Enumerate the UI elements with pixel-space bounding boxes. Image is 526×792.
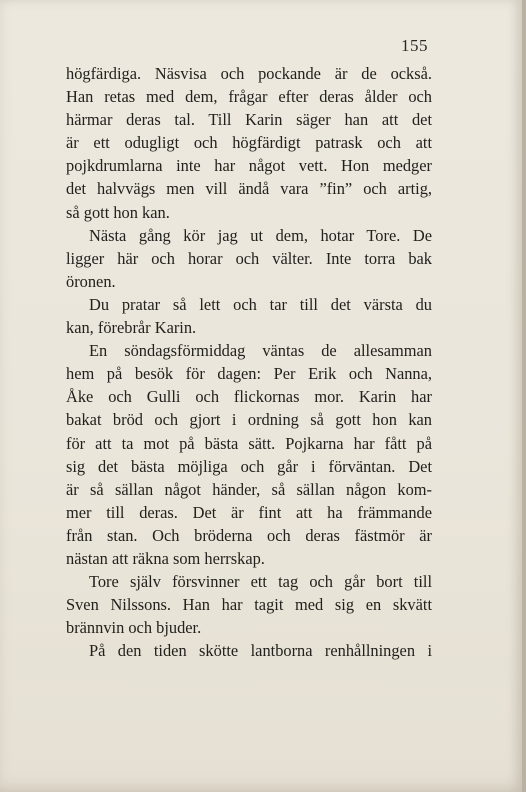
text-line: Du pratar så lett och tar till det värsta du (89, 294, 432, 314)
text-line: Åke och Gulli och flickornas mor. Karin har (66, 387, 432, 407)
text-line: mer till deras. Det är fint att ha främmande (66, 502, 432, 522)
text-line: bakat bröd och gjort i ordning så gott hon kan (66, 410, 432, 430)
text-line: för att ta mot på bästa sätt. Pojkarna har fått på (66, 433, 432, 453)
text-line: brännvin och bjuder. (66, 618, 202, 638)
text-line: sig det bästa möjliga och går i förväntan. Det (66, 456, 432, 476)
text-line: Nästa gång kör jag ut dem, hotar Tore. De (89, 225, 432, 245)
text-line: På den tiden skötte lantborna renhållningen i (89, 641, 432, 661)
text-line: hem på besök för dagen: Per Erik och Nanna, (66, 364, 432, 384)
page-edge (522, 0, 526, 792)
body-text (66, 62, 432, 662)
text-line: härmar deras tal. Till Karin säger han att det (66, 110, 432, 130)
text-line: nästan att räkna som herrskap. (66, 548, 265, 568)
text-line: ligger här och horar och välter. Inte torra bak (66, 248, 432, 268)
text-line: är så sällan något händer, så sällan någon kom- (66, 479, 432, 499)
text-line: så gott hon kan. (66, 202, 170, 222)
text-line: pojkdrumlarna inte har något vett. Hon medger (66, 156, 432, 176)
text-line: högfärdiga. Näsvisa och pockande är de också. (66, 64, 432, 83)
page-number: 155 (401, 36, 428, 55)
text-line: det halvvägs men vill ändå vara ”fin” och artig, (66, 179, 432, 199)
text-line: Tore själv försvinner ett tag och går bort till (89, 572, 432, 592)
text-line: är ett odugligt och högfärdigt patrask och att (66, 133, 432, 153)
text-line: kan, förebrår Karin. (66, 318, 197, 338)
text-line: Han retas med dem, frågar efter deras ålder och (66, 87, 432, 107)
text-line: En söndagsförmiddag väntas de allesamman (89, 341, 432, 361)
text-line: öronen. (66, 271, 116, 291)
text-line: från stan. Och bröderna och deras fästmör är (66, 525, 432, 545)
text-line: Sven Nilssons. Han har tagit med sig en skvätt (66, 595, 432, 615)
